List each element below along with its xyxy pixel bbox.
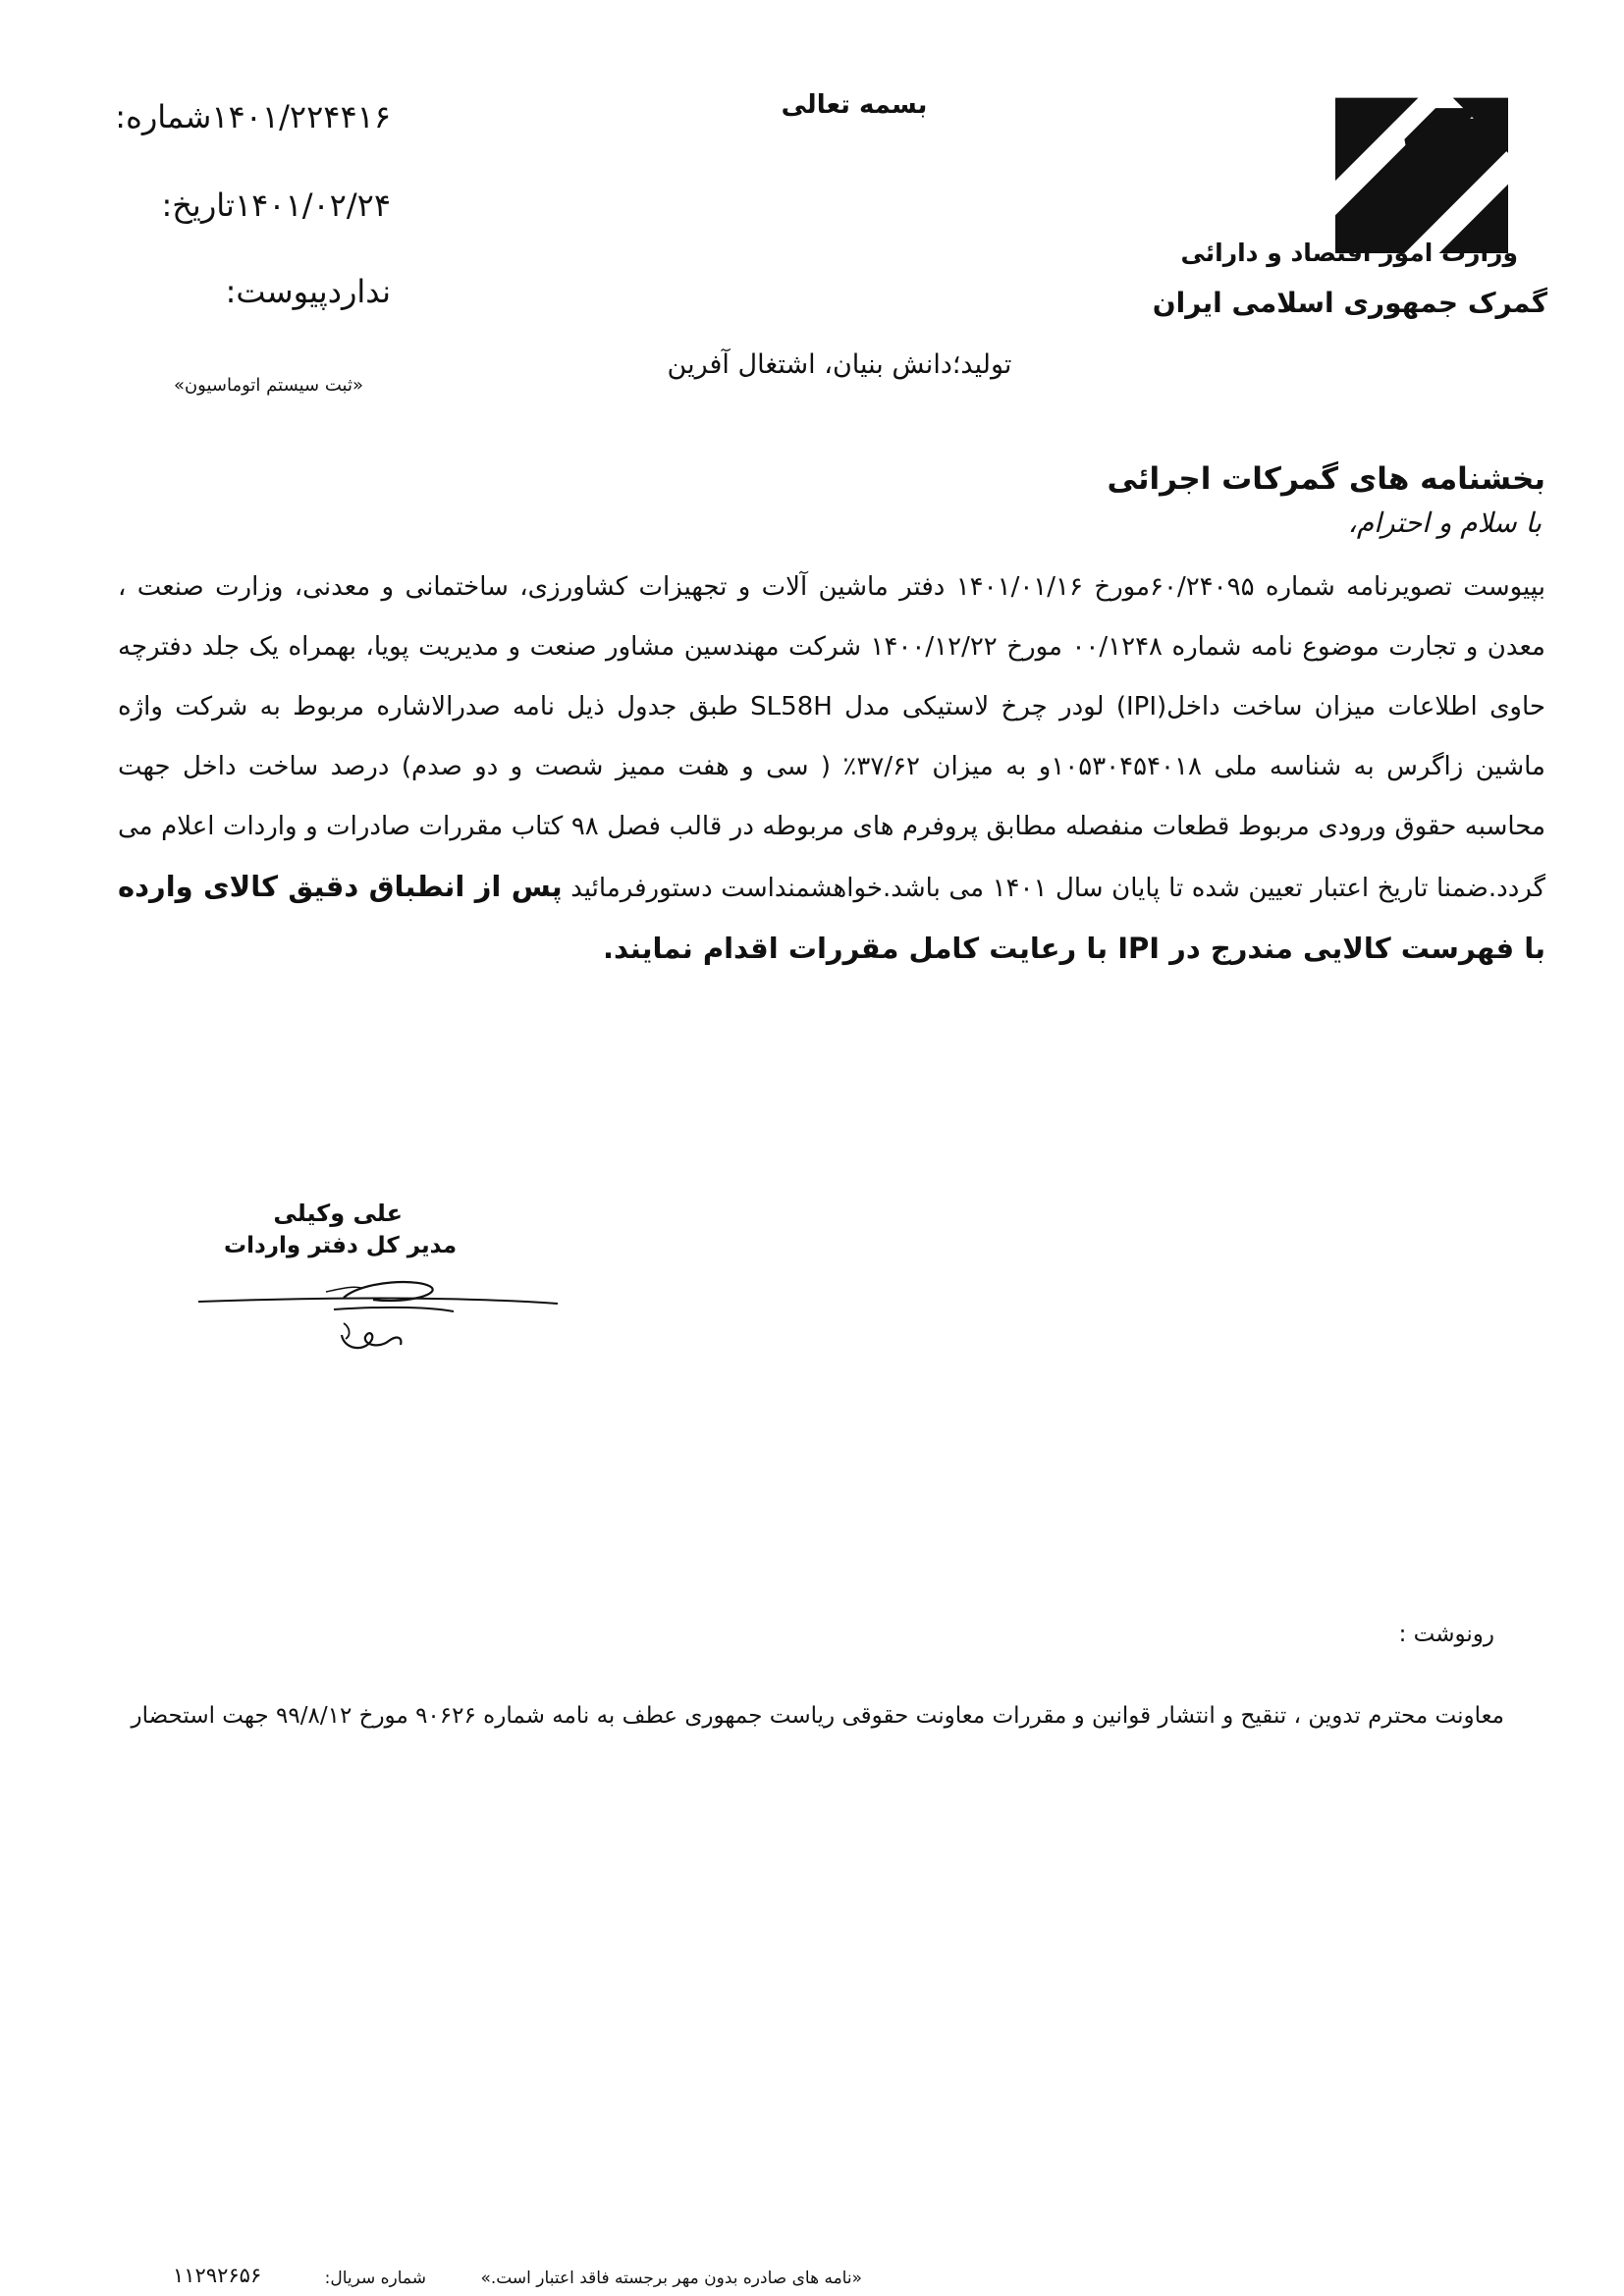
serial-number-value: ۱۱۲۹۲۶۵۶ [173, 2264, 262, 2287]
attachment-value: ندارد [327, 273, 391, 310]
letter-date-row [143, 187, 391, 224]
handwritten-signature-icon [196, 1258, 560, 1366]
ministry-name: وزارت امور اقتصاد و دارائی [1180, 239, 1518, 267]
serial-number-label: شماره سریال: [324, 2269, 426, 2288]
letter-number-label: شماره: [115, 98, 212, 135]
cc-recipient: معاونت محترم تدوین ، تنقیح و انتشار قوانین و مقررات معاونت حقوقی ریاست جمهوری عطف به نامه شماره ۹۰۶۲۶ مورخ ۹۹/۸/۱۲ جهت استحضار [131, 1703, 1504, 1729]
attachment-row [208, 273, 391, 310]
customs-logo-icon [1335, 80, 1508, 253]
cc-label: رونوشت : [1398, 1622, 1494, 1647]
automation-note: «ثبت سیستم اتوماسیون» [173, 375, 363, 396]
document-title: بخشنامه های گمرکات اجرائی [1107, 461, 1545, 497]
letter-body [118, 558, 1545, 981]
body-instruction-bold: پس از انطباق دقیق کالای وارده با فهرست کالایی مندرج در IPI با رعایت کامل مقررات اقدام نمایند. [118, 870, 1545, 965]
year-slogan: تولید؛دانش بنیان، اشتغال آفرین [667, 349, 1012, 380]
letter-number-value: ۱۴۰۱/۲۲۴۴۱۶ [211, 98, 391, 135]
letter-date-label: تاریخ: [161, 187, 235, 224]
attachment-label: پیوست: [225, 273, 328, 310]
body-paragraph: بپیوست تصویرنامه شماره ۶۰/۲۴۰۹۵مورخ ۱۴۰۱/۰۱/۱۶ دفتر ماشین آلات و تجهیزات کشاورزی، ساختمانی و معدنی، وزارت صنعت ، معدن و تجارت موضوع نامه شماره ۰۰/۱۲۴۸ مورخ ۱۴۰۰/۱۲/۲۲ شرکت مهندسین مشاور صنعت و مدیریت پویا، بهمراه یک جلد دفترچه حاوی اطلاعات میزان ساخت داخل(IPI) لودر چرخ لاستیکی مدل SL58H طبق جدول ذیل نامه صدرالاشاره مربوط به شرکت واژه ماشین زاگرس به شناسه ملی ۱۰۵۳۰۴۵۴۰۱۸و به میزان ۳۷/۶۲٪ ( سی و هفت ممیز شصت و دو صدم) درصد ساخت داخل جهت محاسبه حقوق ورودی مربوط قطعات منفصله مطابق پروفرم های مربوطه در قالب فصل ۹۸ کتاب مقررات صادرات و واردات اعلام می گردد.ضمنا تاریخ اعتبار تعیین شده تا پایان سال ۱۴۰۱ می باشد.خواهشمنداست دستورفرمائید [118, 572, 1546, 903]
letter-date-value: ۱۴۰۱/۰۲/۲۴ [234, 187, 391, 224]
validity-note: «نامه های صادره بدون مهر برجسته فاقد اعتبار است.» [480, 2269, 862, 2288]
salutation: با سلام و احترام، [1347, 507, 1542, 539]
organization-name: گمرک جمهوری اسلامی ایران [1152, 287, 1547, 319]
basmala-heading: بسمه تعالی [781, 90, 928, 120]
signatory-title: مدیر کل دفتر واردات [224, 1233, 458, 1258]
signatory-name: علی وکیلی [273, 1200, 403, 1227]
letter-number-row [97, 98, 391, 135]
